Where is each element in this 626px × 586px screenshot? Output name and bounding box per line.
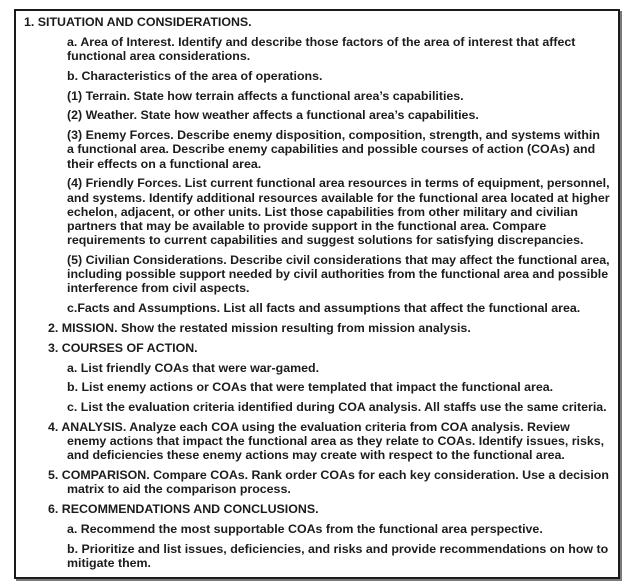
section-1-heading: 1. SITUATION AND CONSIDERATIONS. <box>24 15 252 29</box>
section-3-item-c: c. List the evaluation criteria identified during COA analysis. All staffs use the same criteria. <box>67 400 607 415</box>
section-1-item-enemy-forces: (3) Enemy Forces. Describe enemy disposition, composition, strength, and systems within a functional area. Describe enemy capabilities and possible courses of action (COAs) and their effects on a functional area. <box>67 128 600 171</box>
section-1-item-terrain: (1) Terrain. State how terrain affects a functional area’s capabilities. <box>67 88 464 103</box>
section-1-item-a-area-of-interest: a. Area of Interest. Identify and describe those factors of the area of interest that affect functional area considerations. <box>67 34 576 63</box>
section-3-heading: 3. COURSES OF ACTION. <box>48 340 198 355</box>
section-6-item-a: a. Recommend the most supportable COAs from the functional area perspective. <box>67 521 543 536</box>
section-5-comparison: 5. COMPARISON. Compare COAs. Rank order COAs for each key consideration. Use a decision matrix to aid the comparison process. <box>48 468 609 497</box>
section-2-mission: 2. MISSION. Show the restated mission resulting from mission analysis. <box>48 321 471 335</box>
staff-estimate-format-box <box>14 9 620 579</box>
section-6-heading: 6. RECOMMENDATIONS AND CONCLUSIONS. <box>48 502 319 517</box>
section-6-item-b: b. Prioritize and list issues, deficiencies, and risks and provide recommendations on how to mitigate them. <box>67 541 609 570</box>
section-1-item-c-facts-assumptions: c.Facts and Assumptions. List all facts and assumptions that affect the functional area. <box>67 301 581 316</box>
section-1-item-b-characteristics: b. Characteristics of the area of operations. <box>67 68 323 83</box>
section-3-item-b: b. List enemy actions or COAs that were templated that impact the functional area. <box>67 380 554 395</box>
section-4-analysis: 4. ANALYSIS. Analyze each COA using the evaluation criteria from COA analysis. Review enemy actions that impact the functional area as they relate to COAs. Identify issues, risks, and deficiencies these enemy actions may create with respect to the functional area. <box>48 419 605 463</box>
section-3-item-a: a. List friendly COAs that were war-gamed. <box>67 360 320 375</box>
section-1-item-civilian-considerations: (5) Civilian Considerations. Describe civil considerations that may affect the functional area, including possible support needed by civil authorities from the functional area and possible interference from civil aspects. <box>67 253 610 296</box>
section-1-item-friendly-forces: (4) Friendly Forces. List current functional area resources in terms of equipment, personnel, and systems. Identify additional resources available for the functional area located at higher echelon, adjacent, or other units. List those capabilities from other military and civilian partners that may be available to provide support in the functional area. Compare requirements to current capabilities and suggest solutions for satisfying discrepancies. <box>67 176 610 248</box>
section-1-item-weather: (2) Weather. State how weather affects a functional area’s capabilities. <box>67 108 479 123</box>
